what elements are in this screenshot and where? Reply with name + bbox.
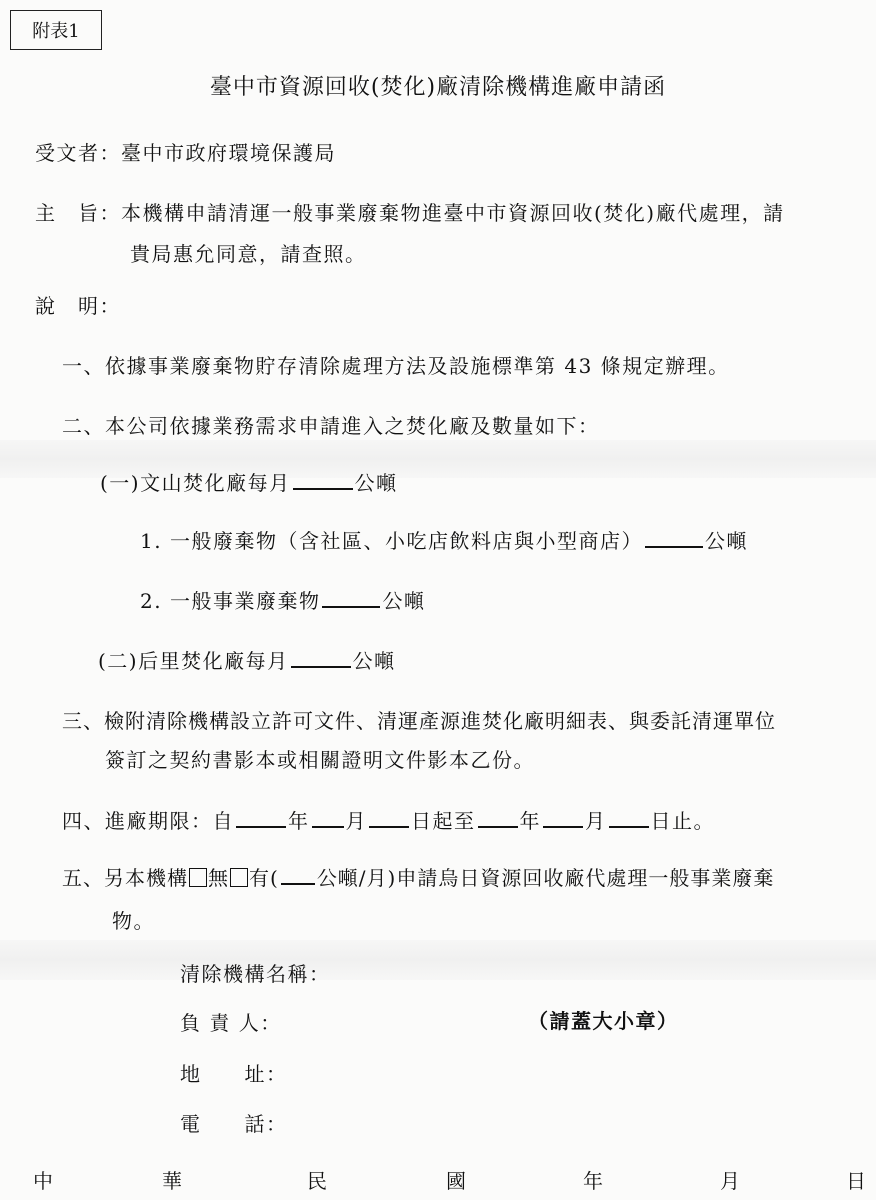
subject-text: 本機構申請清運一般事業廢棄物進臺中市資源回收(焚化)廠代處理，請: [121, 201, 785, 225]
year-label: 年: [519, 809, 541, 833]
business-waste-label: 2. 一般事業廢棄物: [140, 589, 321, 613]
explanation-item-5-line-2: 物。: [112, 909, 155, 933]
wenshan-label: (一)文山焚化廠每月: [100, 471, 291, 495]
date-char: 國: [446, 1169, 466, 1193]
business-waste-line: [140, 585, 425, 614]
general-waste-quantity-field[interactable]: [645, 528, 703, 548]
subject-line-2: 貴局惠允同意，請查照。: [130, 242, 367, 266]
wuri-quantity-field[interactable]: [281, 865, 315, 885]
date-char: 民: [307, 1169, 327, 1193]
unit-label: 公噸: [382, 589, 426, 613]
person-in-charge-label: 負 責 人：: [180, 1011, 282, 1035]
start-year-field[interactable]: [236, 808, 286, 828]
stamp-note: （請蓋大小章）: [528, 1009, 679, 1033]
recipient-label: 受文者：: [35, 141, 121, 165]
page-title: 臺中市資源回收(焚化)廠清除機構進廠申請函: [209, 75, 667, 100]
explanation-item-2: 二、本公司依據業務需求申請進入之焚化廠及數量如下：: [62, 414, 600, 438]
address-label: 地 址：: [180, 1062, 288, 1086]
phone-label: 電 話：: [180, 1112, 288, 1136]
explanation-item-1: 一、依據事業廢棄物貯存清除處理方法及設施標準第 43 條規定辦理。: [62, 354, 730, 378]
start-day-field[interactable]: [369, 808, 409, 828]
wenshan-quantity-field[interactable]: [293, 470, 353, 490]
unit-label: 公噸: [354, 471, 398, 495]
has-label: 有(: [249, 866, 279, 890]
date-char: 月: [720, 1169, 740, 1193]
houli-label: (二)后里焚化廠每月: [98, 649, 289, 673]
date-char: 華: [162, 1169, 182, 1193]
entry-period-line: [62, 805, 715, 834]
none-checkbox[interactable]: [189, 868, 207, 887]
item5-unit-text: 公噸/月)申請烏日資源回收廠代處理一般事業廢棄: [316, 866, 775, 890]
scan-shadow: [0, 940, 876, 980]
subject-label: 主 旨：: [35, 201, 121, 225]
recipient-value: 臺中市政府環境保護局: [121, 141, 336, 165]
general-waste-label: 1. 一般廢棄物（含社區、小吃店飲料店與小型商店）: [140, 529, 643, 553]
explanation-item-5-line-1: [62, 862, 774, 891]
subject-line-1: [35, 197, 785, 226]
explanation-item-3-line-1: 三、檢附清除機構設立許可文件、清運產源進焚化廠明細表、與委託清運單位: [62, 709, 776, 733]
month-label: 月: [585, 809, 607, 833]
date-char: 年: [583, 1169, 603, 1193]
recipient-line: [35, 137, 336, 166]
org-name-label: 清除機構名稱：: [180, 962, 331, 986]
end-year-field[interactable]: [478, 808, 518, 828]
date-char: 中: [33, 1169, 53, 1193]
explanation-item-3-line-2: 簽訂之契約書影本或相關證明文件影本乙份。: [105, 748, 535, 772]
explanation-label: 說 明：: [35, 294, 121, 318]
unit-label: 公噸: [352, 649, 396, 673]
general-waste-line: [140, 525, 748, 554]
none-label: 無: [208, 866, 229, 890]
business-waste-quantity-field[interactable]: [322, 588, 380, 608]
day-label: 日起至: [411, 809, 476, 833]
annex-label: 附表1: [10, 10, 102, 50]
day-label: 日止。: [650, 809, 715, 833]
year-label: 年: [288, 809, 310, 833]
date-char: 日: [846, 1169, 866, 1193]
end-month-field[interactable]: [543, 808, 583, 828]
wenshan-quantity-line: [100, 467, 398, 496]
entry-period-label: 四、進廠期限：自: [62, 809, 234, 833]
unit-label: 公噸: [704, 529, 748, 553]
end-day-field[interactable]: [609, 808, 649, 828]
item5-label: 五、另本機構: [62, 866, 188, 890]
start-month-field[interactable]: [312, 808, 344, 828]
date-footer: [0, 1165, 876, 1195]
has-checkbox[interactable]: [230, 868, 248, 887]
houli-quantity-line: [98, 645, 396, 674]
month-label: 月: [345, 809, 367, 833]
houli-quantity-field[interactable]: [291, 648, 351, 668]
